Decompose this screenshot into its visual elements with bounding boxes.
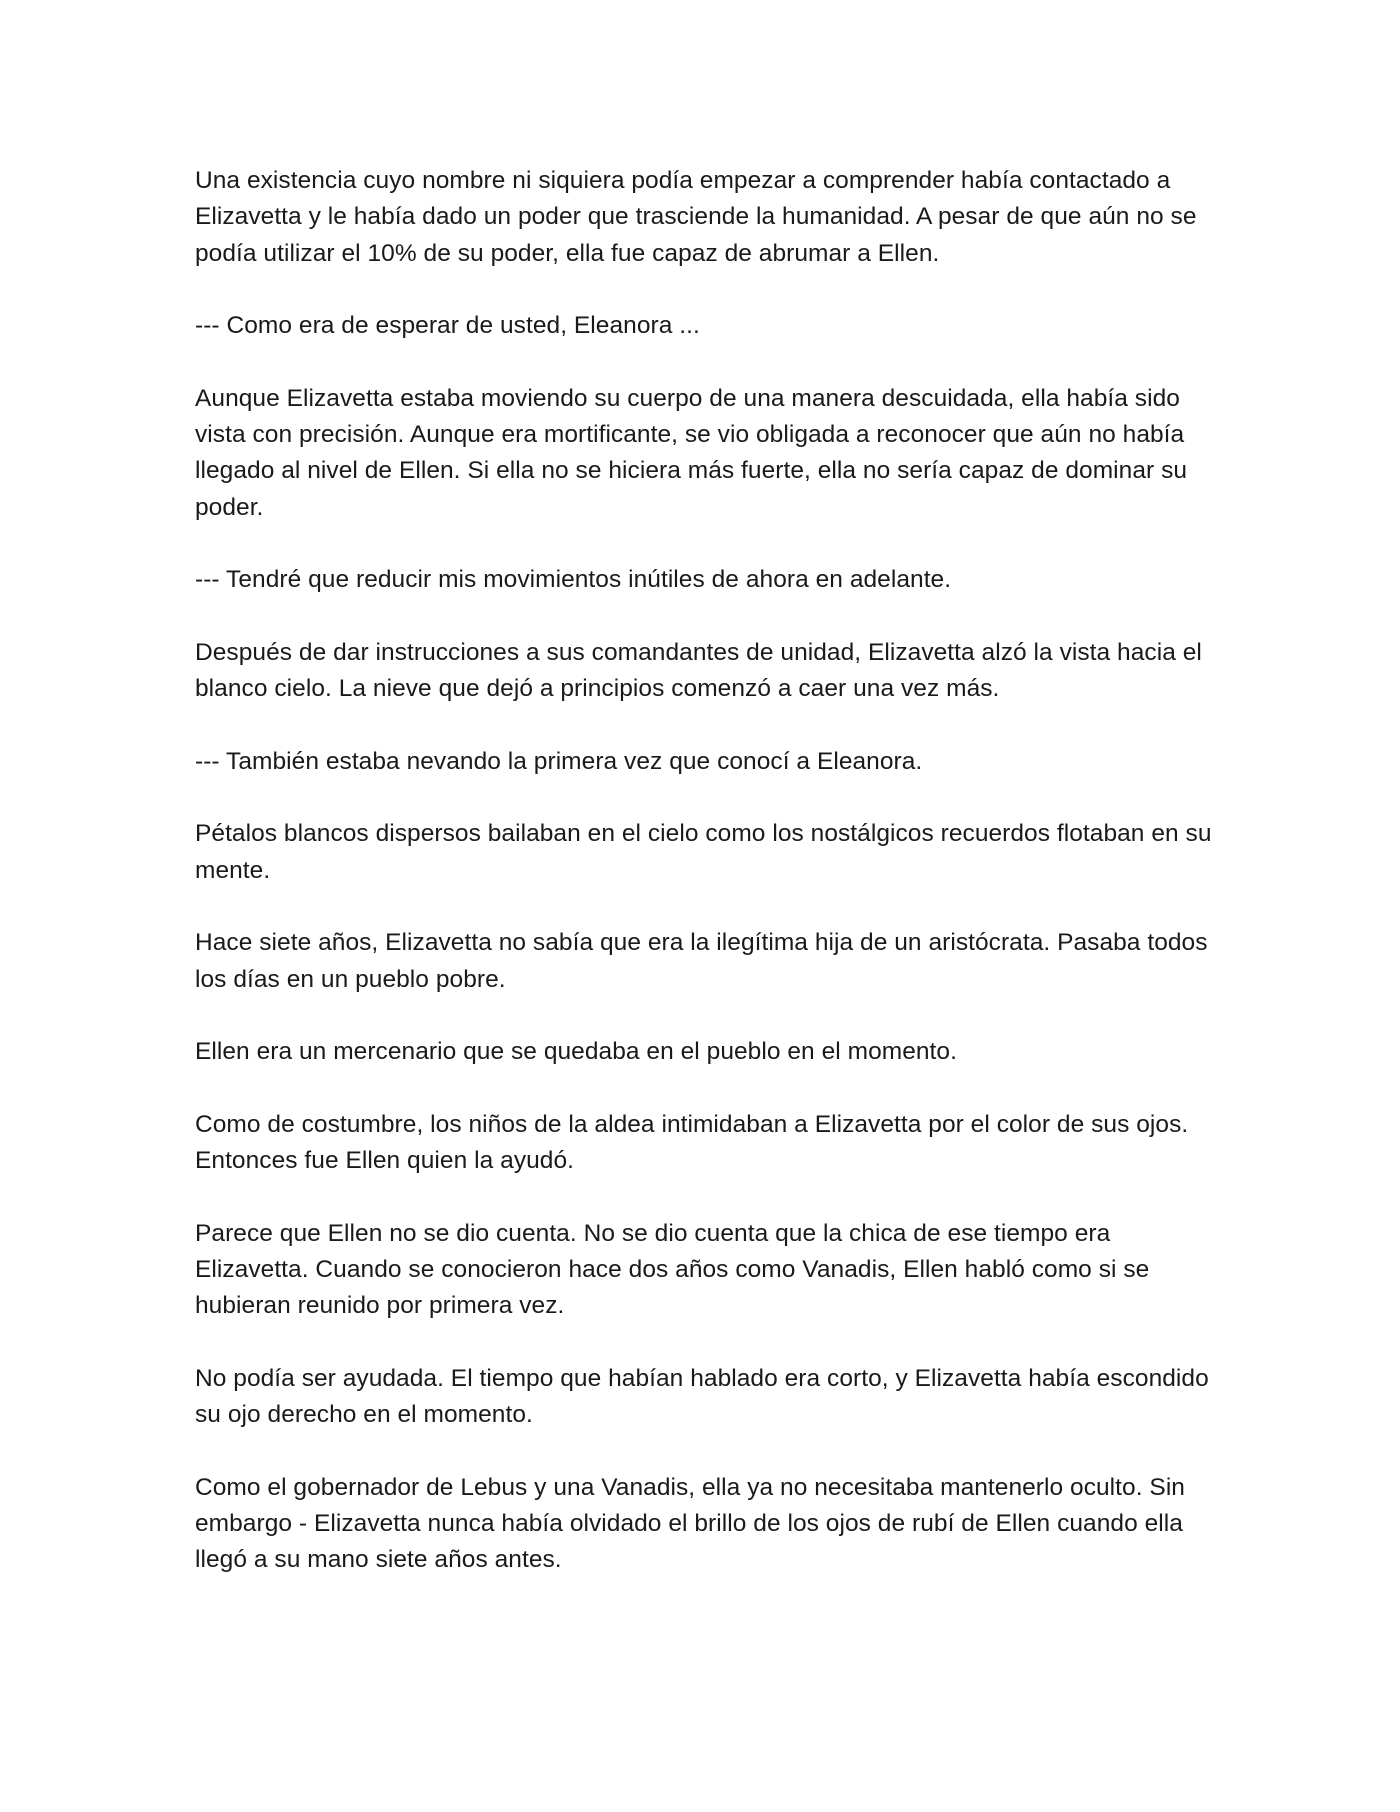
paragraph-13: Como el gobernador de Lebus y una Vanadis, ella ya no necesitaba mantenerlo oculto. Sin embargo - Elizavetta nunca había olvidado el brillo de los ojos de rubí de Ellen cuando ella llegó a su mano siete años antes. bbox=[195, 1473, 1185, 1574]
paragraph-1: Una existencia cuyo nombre ni siquiera podía empezar a comprender había contactado a Elizavetta y le había dado un poder que trasciende la humanidad. A pesar de que aún no se podía utilizar el 10% de su poder, ella fue capaz de abrumar a Ellen. bbox=[195, 167, 1197, 267]
paragraph-5: Después de dar instrucciones a sus comandantes de unidad, Elizavetta alzó la vista hacia el blanco cielo. La nieve que dejó a principios comenzó a caer una vez más. bbox=[195, 638, 1202, 703]
paragraph-10: Como de costumbre, los niños de la aldea intimidaban a Elizavetta por el color de sus ojos. Entonces fue Ellen quien la ayudó. bbox=[195, 1110, 1189, 1175]
paragraph-6: --- También estaba nevando la primera vez que conocí a Eleanora. bbox=[195, 747, 923, 775]
paragraph-4: --- Tendré que reducir mis movimientos inútiles de ahora en adelante. bbox=[195, 566, 952, 594]
paragraph-8: Hace siete años, Elizavetta no sabía que era la ilegítima hija de un aristócrata. Pasaba todos los días en un pueblo pobre. bbox=[195, 929, 1208, 993]
paragraph-11: Parece que Ellen no se dio cuenta. No se dio cuenta que la chica de ese tiempo era Elizavetta. Cuando se conocieron hace dos años como Vanadis, Ellen habló como si se hubieran reunido por primera vez. bbox=[195, 1219, 1150, 1320]
paragraph-2: --- Como era de esperar de usted, Eleanora ... bbox=[195, 312, 700, 340]
paragraph-3: Aunque Elizavetta estaba moviendo su cuerpo de una manera descuidada, ella había sido vista con precisión. Aunque era mortificante, se vio obligada a reconocer que aún no había llegado al nivel de Ellen. Si ella no se hiciera más fuerte, ella no sería capaz de dominar su poder. bbox=[195, 384, 1188, 521]
paragraph-12: No podía ser ayudada. El tiempo que habían hablado era corto, y Elizavetta había escondido su ojo derecho en el momento. bbox=[195, 1364, 1209, 1429]
document-body bbox=[195, 163, 1225, 1579]
paragraph-9: Ellen era un mercenario que se quedaba en el pueblo en el momento. bbox=[195, 1038, 957, 1066]
paragraph-7: Pétalos blancos dispersos bailaban en el cielo como los nostálgicos recuerdos flotaban en su mente. bbox=[195, 820, 1212, 884]
